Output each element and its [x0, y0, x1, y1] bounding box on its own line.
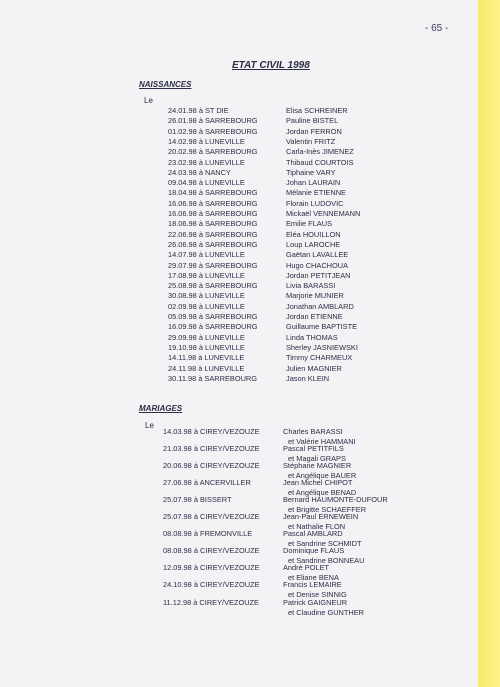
marriage-spouse: Patrick GAIGNEUR	[283, 597, 348, 607]
marriage-spouse: Stéphane MAGNIER	[283, 461, 352, 471]
marriage-spouse: Charles BARASSI	[283, 427, 343, 436]
birth-name: Elisa SCHREINER	[286, 106, 348, 115]
birth-date: 26.01.98 à SARREBOURG	[168, 116, 258, 126]
marriage-partner: et Claudine GUNTHER	[288, 607, 364, 617]
birth-name: Florain LUDOVIC	[286, 198, 344, 208]
birth-date: 19.10.98 à LUNEVILLE	[168, 342, 245, 352]
birth-date: 24.11.98 à LUNEVILLE	[168, 363, 245, 373]
marriage-spouse: Jean-Paul ERNEWEIN	[283, 512, 359, 522]
marriage-spouse: Dominique FLAUS	[283, 546, 345, 556]
birth-date: 18.06.98 à SARREBOURG	[168, 219, 258, 229]
birth-date: 30.08.98 à LUNEVILLE	[168, 291, 245, 301]
marriage-partner: et Denise SINNIG	[288, 590, 347, 600]
birth-date: 26.06.98 à SARREBOURG	[168, 239, 258, 249]
birth-date: 24.01.98 à ST DIE	[168, 106, 229, 115]
marriage-date: 25.07.98 à BISSERT	[163, 495, 232, 505]
birth-name: Emilie FLAUS	[286, 219, 332, 229]
birth-date: 01.02.98 à SARREBOURG	[168, 126, 258, 136]
birth-date: 02.09.98 à LUNEVILLE	[168, 301, 245, 311]
marriages-heading: MARIAGES	[139, 404, 183, 413]
birth-date: 29.09.98 à LUNEVILLE	[168, 332, 245, 342]
birth-date: 14.11.98 à LUNEVILLE	[168, 353, 245, 363]
marriage-spouse: André POLET	[283, 563, 330, 573]
birth-date: 05.09.98 à SARREBOURG	[168, 312, 258, 321]
marriage-date: 12.09.98 à CIREY/VEZOUZE	[163, 563, 260, 573]
marriage-date: 20.06.98 à CIREY/VEZOUZE	[163, 461, 260, 471]
marriage-spouse: Jean Michel CHIPOT	[283, 478, 353, 488]
marriage-date: 21.03.98 à CIREY/VEZOUZE	[163, 444, 260, 454]
birth-name: Mélanie ETIENNE	[286, 188, 346, 198]
birth-date: 29.07.98 à SARREBOURG	[168, 260, 258, 270]
birth-date: 14.02.98 à LUNEVILLE	[168, 136, 245, 146]
birth-name: Valentin FRITZ	[286, 136, 336, 146]
marriage-partner: et Eliane BENA	[288, 573, 339, 583]
birth-date: 09.04.98 à LUNEVILLE	[168, 178, 245, 188]
birth-name: Julien MAGNIER	[286, 363, 342, 373]
birth-name: Jordan ETIENNE	[286, 312, 343, 321]
marriage-date: 25.07.98 à CIREY/VEZOUZE	[163, 512, 260, 522]
birth-name: Pauline BISTEL	[286, 116, 339, 126]
marriage-date: 08.08.98 à CIREY/VEZOUZE	[163, 546, 260, 556]
marriage-spouse: Pascal AMBLARD	[283, 529, 343, 539]
marriage-spouse: Bernard HAUMONTE-DUFOUR	[283, 495, 388, 505]
birth-name: Sherley JASNIEWSKI	[286, 342, 358, 352]
birth-name: Carla-Inès JIMENEZ	[286, 147, 354, 157]
marriage-spouse: Pascal PETITFILS	[283, 444, 344, 454]
birth-date: 24.03.98 à NANCY	[168, 167, 231, 177]
birth-name: Marjorie MUNIER	[286, 291, 344, 301]
birth-date: 23.02.98 à LUNEVILLE	[168, 157, 245, 167]
birth-name: Jordan FERRON	[286, 126, 342, 136]
birth-name: Guillaume BAPTISTE	[286, 322, 358, 332]
birth-name: Loup LAROCHE	[286, 239, 341, 249]
marriage-date: 14.03.98 à CIREY/VEZOUZE	[163, 427, 260, 436]
births-prefix: Le	[144, 96, 153, 105]
birth-date: 14.07.98 à LUNEVILLE	[168, 250, 245, 260]
birth-name: Gaëtan LAVALLEE	[286, 250, 349, 260]
birth-date: 22.06.98 à SARREBOURG	[168, 229, 258, 239]
birth-name: Jason KLEIN	[286, 373, 330, 383]
birth-name: Hugo CHACHOUA	[286, 260, 349, 270]
birth-name: Tiphaine VARY	[286, 167, 336, 177]
birth-name: Thibaud COURTOIS	[286, 157, 354, 167]
marriage-partner: et Brigitte SCHAEFFER	[288, 505, 367, 515]
birth-name: Johan LAURAIN	[286, 178, 341, 188]
yellow-page-edge	[478, 0, 500, 687]
marriage-date: 11.12.98 à CIREY/VEZOUZE	[163, 597, 259, 607]
birth-date: 16.06.98 à SARREBOURG	[168, 198, 258, 208]
marriage-partner: et Angélique BAUER	[288, 471, 357, 481]
birth-name: Mickaël VENNEMANN	[286, 209, 361, 218]
marriages-prefix: Le	[145, 421, 154, 430]
birth-date: 16.09.98 à SARREBOURG	[168, 322, 258, 332]
birth-date: 30.11.98 à SARREBOURG	[168, 373, 258, 383]
birth-date: 18.04.98 à SARREBOURG	[168, 188, 258, 198]
birth-date: 16.06.98 à SARREBOURG	[168, 209, 258, 218]
birth-name: Eléa HOUILLON	[286, 229, 341, 239]
page-title: ETAT CIVIL 1998	[232, 60, 310, 71]
marriage-partner: et Sandrine SCHMIDT	[288, 539, 362, 549]
birth-date: 17.08.98 à LUNEVILLE	[168, 270, 245, 280]
marriage-partner: et Angélique BENAD	[288, 488, 357, 498]
marriage-partner: et Magali GRAPS	[288, 454, 346, 464]
birth-name: Timmy CHARMEUX	[286, 353, 353, 363]
birth-name: Jonathan AMBLARD	[286, 301, 354, 311]
marriage-date: 08.08.98 à FREMONVILLE	[163, 529, 253, 539]
marriage-partner: et Sandrine BONNEAU	[288, 556, 365, 566]
birth-name: Linda THOMAS	[286, 332, 338, 342]
birth-name: Livia BARASSI	[286, 281, 336, 291]
marriage-partner: et Nathalie FLON	[288, 522, 346, 532]
birth-date: 20.02.98 à SARREBOURG	[168, 147, 258, 157]
births-heading: NAISSANCES	[139, 80, 192, 89]
marriage-partner: et Valérie HAMMANI	[288, 437, 356, 446]
birth-date: 25.08.98 à SARREBOURG	[168, 281, 258, 291]
page-number: - 65 -	[425, 23, 449, 34]
marriage-date: 27.06.98 à ANCERVILLER	[163, 478, 251, 488]
birth-name: Jordan PETITJEAN	[286, 270, 351, 280]
marriage-date: 24.10.98 à CIREY/VEZOUZE	[163, 580, 260, 590]
marriage-spouse: Francis LEMAIRE	[283, 580, 342, 590]
